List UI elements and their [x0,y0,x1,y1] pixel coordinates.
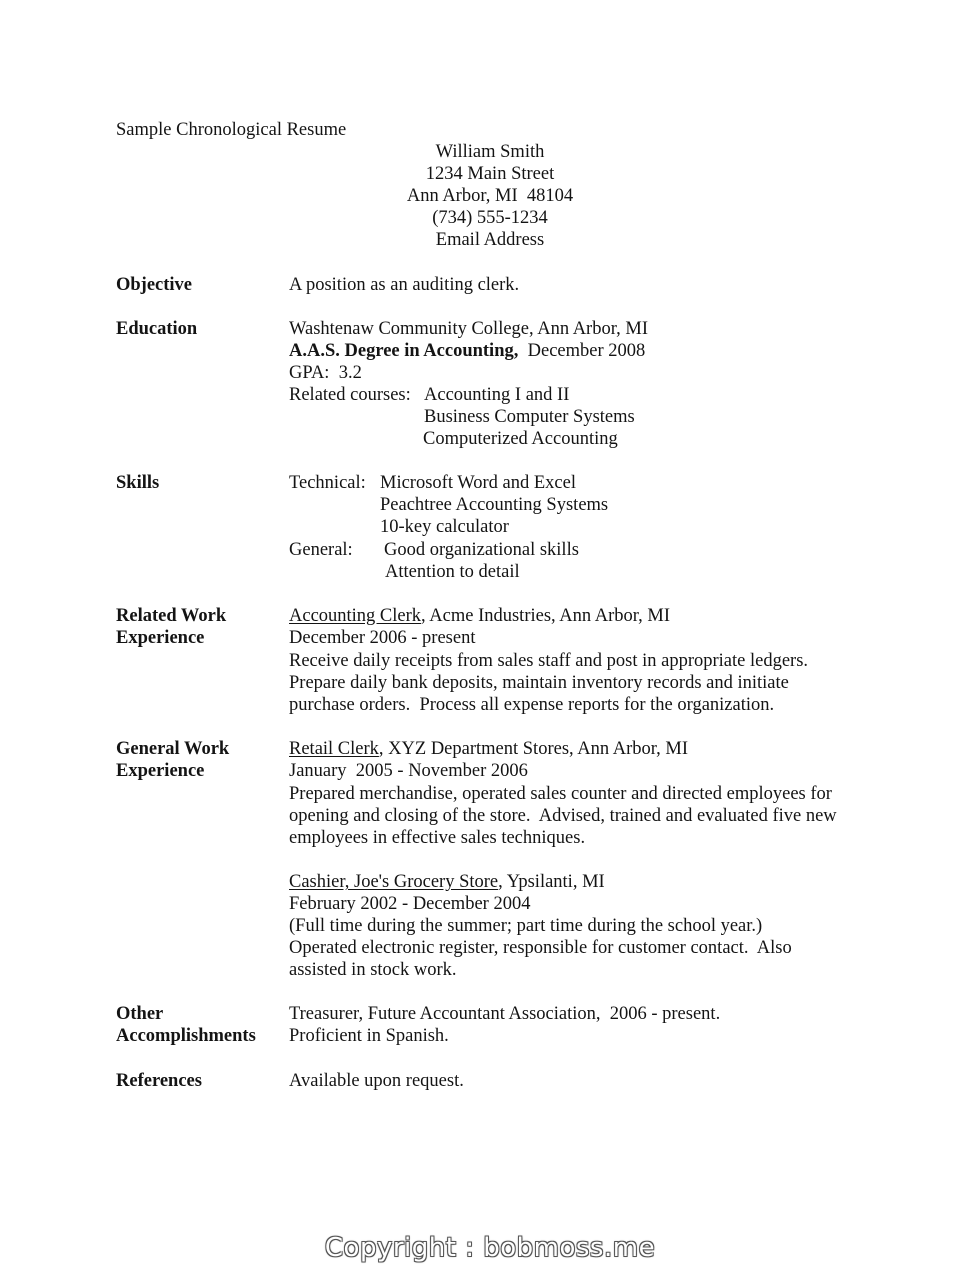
general-work-heading-2: Experience [116,761,205,781]
general-work-job1-title: Retail Clerk [289,739,379,759]
education-course: Business Computer Systems [424,407,635,427]
related-work-heading-2: Experience [116,628,205,648]
education-heading: Education [116,319,198,339]
contact-phone: (734) 555-1234 [432,208,548,228]
copyright-watermark: Copyright : bobmoss.me [324,1233,656,1263]
general-work-job2-line [289,871,605,893]
related-work-dates: December 2006 - present [289,628,476,648]
related-work-line: Receive daily receipts from sales staff and post in appropriate ledgers. [289,651,809,671]
general-work-job2-location: , Ypsilanti, MI [498,872,605,892]
contact-city: Ann Arbor, MI 48104 [406,186,574,206]
contact-email: Email Address [435,230,545,250]
document-title: Sample Chronological Resume [116,120,347,140]
general-work-job2-dates: February 2002 - December 2004 [289,894,531,914]
skills-technical-label: Technical: [289,473,376,493]
contact-name: William Smith [435,142,545,162]
related-work-line: purchase orders. Process all expense reports for the organization. [289,695,775,715]
general-work-job2-title: Cashier, Joe's Grocery Store [289,872,499,892]
education-degree: A.A.S. Degree in Accounting, [289,341,519,361]
education-course: Accounting I and II [424,385,570,405]
other-heading-2: Accomplishments [116,1026,256,1046]
related-work-heading-1: Related Work [116,606,227,626]
education-degree-date: December 2008 [518,341,646,361]
references-heading: References [116,1071,202,1091]
skills-technical-item: Peachtree Accounting Systems [380,495,609,515]
related-work-line: Prepare daily bank deposits, maintain inventory records and initiate [289,673,789,693]
education-degree-line [289,340,645,362]
contact-street: 1234 Main Street [425,164,555,184]
general-work-job1-line [289,738,688,760]
education-course: Computerized Accounting [423,429,618,449]
general-work-job1-line: employees in effective sales techniques. [289,828,586,848]
objective-text: A position as an auditing clerk. [289,275,520,295]
education-school: Washtenaw Community College, Ann Arbor, MI [289,319,648,339]
related-work-employer: , Acme Industries, Ann Arbor, MI [421,606,671,626]
other-heading-1: Other [116,1004,164,1024]
skills-general-label: General: [289,540,353,560]
general-work-job1-line: opening and closing of the store. Advised, trained and evaluated five new [289,806,837,826]
objective-heading: Objective [116,275,193,295]
general-work-job1-dates: January 2005 - November 2006 [289,761,528,781]
other-line: Treasurer, Future Accountant Association, 2006 - present. [289,1004,721,1024]
other-line: Proficient in Spanish. [289,1026,449,1046]
general-work-job2-line: (Full time during the summer; part time during the school year.) [289,916,763,936]
related-work-job-title: Accounting Clerk [289,606,422,626]
general-work-job2-line: Operated electronic register, responsible for customer contact. Also [289,938,792,958]
references-text: Available upon request. [289,1071,464,1091]
skills-general-item: Good organizational skills [384,540,579,560]
general-work-job2-line: assisted in stock work. [289,960,457,980]
general-work-heading-1: General Work [116,739,230,759]
general-work-job1-employer: , XYZ Department Stores, Ann Arbor, MI [378,739,689,759]
skills-general-item: Attention to detail [385,562,520,582]
skills-technical-item: 10-key calculator [380,517,509,537]
related-work-job-line [289,605,670,627]
skills-heading: Skills [116,473,160,493]
education-courses-label: Related courses: [289,385,420,405]
education-gpa: GPA: 3.2 [289,363,362,383]
skills-technical-item: Microsoft Word and Excel [380,473,576,493]
general-work-job1-line: Prepared merchandise, operated sales counter and directed employees for [289,784,832,804]
